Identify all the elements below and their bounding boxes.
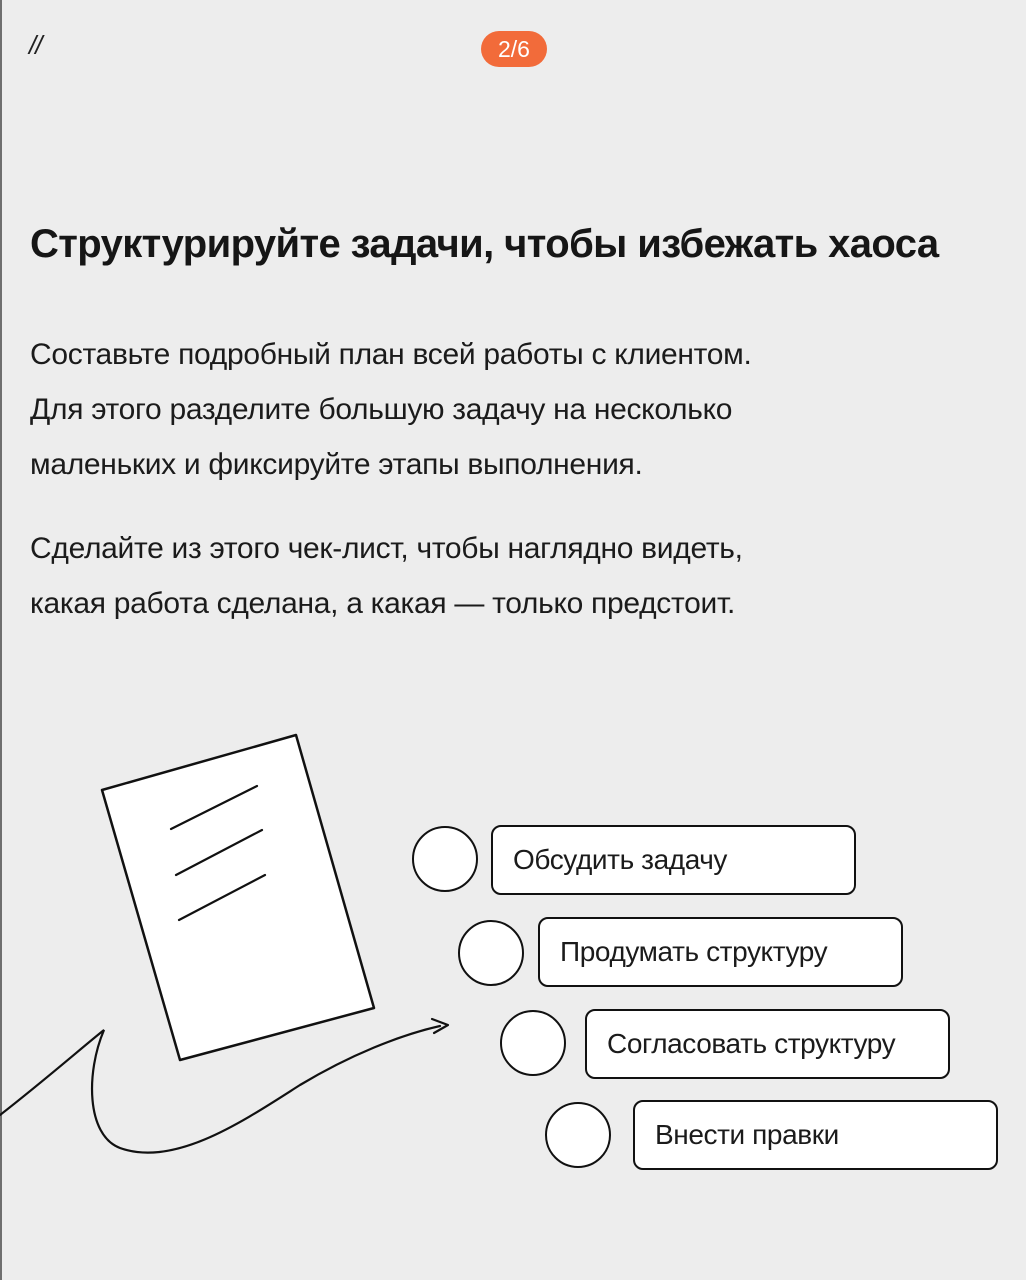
task-item[interactable]: Внести правки <box>633 1100 998 1170</box>
slide-title: Структурируйте задачи, чтобы избежать хаоса <box>30 222 939 266</box>
paragraph-line: маленьких и фиксируйте этапы выполнения. <box>30 448 643 481</box>
paragraph-line: Сделайте из этого чек-лист, чтобы наглядно видеть, <box>30 532 743 565</box>
task-checkbox[interactable] <box>458 920 524 986</box>
paragraph-line: Для этого разделите большую задачу на несколько <box>30 393 733 426</box>
paragraph-line: какая работа сделана, а какая — только предстоит. <box>30 587 736 620</box>
task-item[interactable]: Согласовать структуру <box>585 1009 950 1079</box>
paragraph-line: Составьте подробный план всей работы с клиентом. <box>30 338 752 371</box>
task-checkbox[interactable] <box>545 1102 611 1168</box>
page-counter-badge: 2/6 <box>481 31 547 67</box>
document-icon <box>102 735 374 1060</box>
task-checkbox[interactable] <box>500 1010 566 1076</box>
task-checkbox[interactable] <box>412 826 478 892</box>
slash-mark: // <box>29 30 42 60</box>
task-item[interactable]: Обсудить задачу <box>491 825 856 895</box>
task-item[interactable]: Продумать структуру <box>538 917 903 987</box>
